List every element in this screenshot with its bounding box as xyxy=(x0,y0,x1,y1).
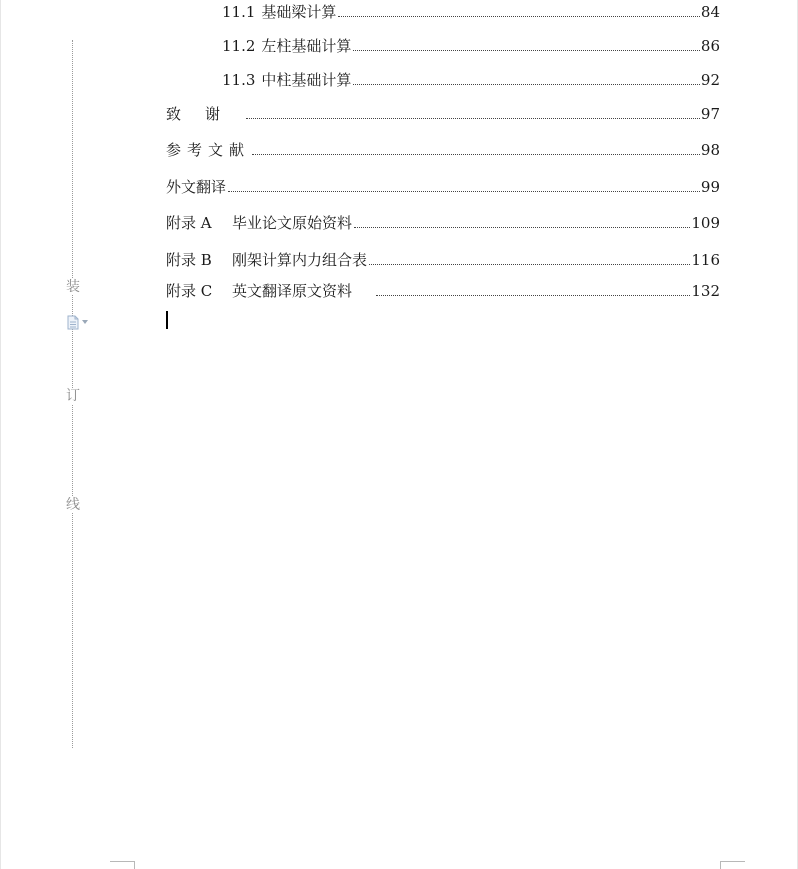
toc-page-number: 99 xyxy=(700,178,720,196)
toc-entry-title: 参考文献 xyxy=(166,141,251,159)
text-cursor xyxy=(166,311,168,329)
toc-section-number: 11.2 xyxy=(222,37,256,55)
dot-leader xyxy=(228,191,700,192)
document-options-button[interactable] xyxy=(66,314,94,330)
binding-char-xian: 线 xyxy=(66,497,80,513)
toc-entry-foreign-translation[interactable] xyxy=(166,178,720,196)
toc-entry-title: 英文翻译原文资料 xyxy=(232,282,353,300)
toc-entry-title: 基础梁计算 xyxy=(261,3,337,21)
toc-page-number: 116 xyxy=(691,251,720,269)
appendix-label: 附录 C xyxy=(166,282,213,300)
dot-leader xyxy=(354,227,690,228)
binding-char-ding: 订 xyxy=(66,388,80,404)
dot-leader xyxy=(369,264,690,265)
toc-entry-title: 致谢 xyxy=(166,105,245,123)
binding-char-zhuang: 装 xyxy=(66,279,80,295)
dot-leader xyxy=(246,118,700,119)
toc-entry-appendix-c[interactable] xyxy=(166,282,720,300)
appendix-label: 附录 B xyxy=(166,251,212,269)
toc-page-number: 92 xyxy=(700,71,720,89)
toc-page-number: 98 xyxy=(700,141,720,159)
toc-entry-appendix-b[interactable] xyxy=(166,251,720,269)
toc-entry-title: 左柱基础计算 xyxy=(261,37,352,55)
dot-leader xyxy=(353,84,699,85)
toc-entry-appendix-a[interactable] xyxy=(166,214,720,232)
toc-entry-references[interactable] xyxy=(166,141,720,159)
dot-leader xyxy=(338,16,699,17)
toc-page-number: 86 xyxy=(700,37,720,55)
toc-entry-title: 毕业论文原始资料 xyxy=(232,214,353,232)
toc-entry-11-2[interactable] xyxy=(222,37,720,55)
page-corner-mark-left xyxy=(110,861,135,869)
toc-entry-title: 外文翻译 xyxy=(166,178,227,196)
appendix-label: 附录 A xyxy=(166,214,212,232)
dot-leader xyxy=(376,295,690,296)
toc-section-number: 11.1 xyxy=(222,3,256,21)
toc-entry-11-1[interactable] xyxy=(222,3,720,21)
toc-page-number: 109 xyxy=(691,214,720,232)
toc-page-number: 84 xyxy=(700,3,720,21)
toc-entry-acknowledgements[interactable] xyxy=(166,105,720,123)
chevron-down-icon xyxy=(82,320,88,324)
toc-entry-11-3[interactable] xyxy=(222,71,720,89)
dot-leader xyxy=(252,154,700,155)
toc-page-number: 97 xyxy=(700,105,720,123)
document-icon xyxy=(66,315,80,330)
toc-page-number: 132 xyxy=(691,282,720,300)
toc-entry-title: 中柱基础计算 xyxy=(261,71,352,89)
dot-leader xyxy=(353,50,699,51)
page-corner-mark-right xyxy=(720,861,745,869)
toc-entry-title: 刚架计算内力组合表 xyxy=(232,251,368,269)
toc-section-number: 11.3 xyxy=(222,71,256,89)
